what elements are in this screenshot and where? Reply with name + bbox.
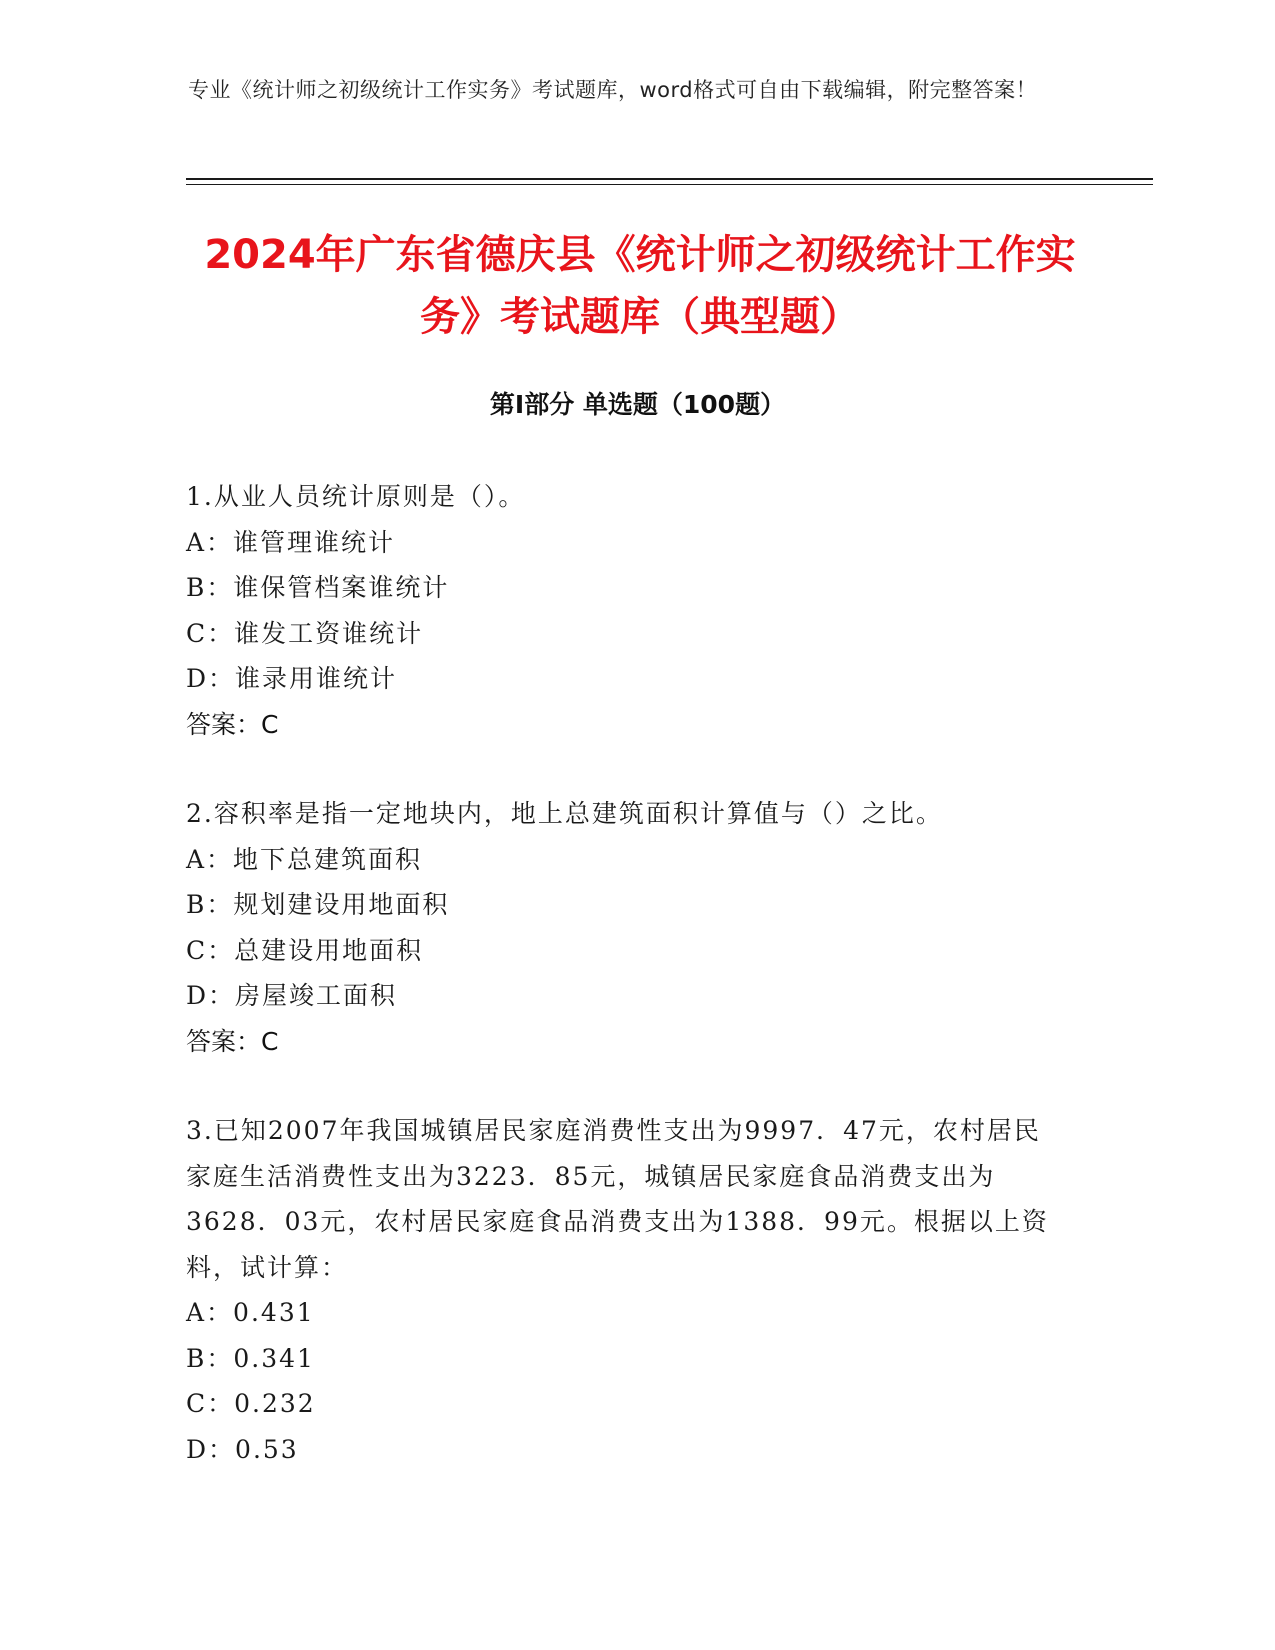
question-1 [186,474,1086,747]
header-note: 专业《统计师之初级统计工作实务》考试题库，word格式可自由下载编辑，附完整答案！ [188,78,1038,102]
question-stem: 3.已知2007年我国城镇居民家庭消费性支出为9997．47元，农村居民家庭生活消费性支出为3223．85元，城镇居民家庭食品消费支出为3628．03元，农村居民家庭食品消费支出为1388．99元。根据以上资料，试计算： [186,1116,1049,1282]
option-c: C：谁发工资谁统计 [186,618,424,648]
option-c: C：0.232 [186,1389,316,1418]
question-list [186,474,1086,1516]
document-title: 2024年广东省德庆县《统计师之初级统计工作实务》考试题库（典型题） [204,232,1076,340]
question-3 [186,1108,1086,1472]
header-divider-thin [186,184,1153,185]
section-heading: 第Ⅰ部分 单选题（100题） [489,390,786,419]
question-stem: 2.容积率是指一定地块内，地上总建筑面积计算值与（）之比。 [186,799,943,828]
header-divider-thick [186,178,1153,180]
option-d: D：0.53 [186,1434,299,1464]
option-a: A：0.431 [186,1298,315,1327]
question-2 [186,791,1086,1064]
option-d: D：房屋竣工面积 [186,981,398,1010]
answer: 答案：C [186,1026,279,1056]
option-a: A：谁管理谁统计 [186,527,396,557]
option-d: D：谁录用谁统计 [186,664,398,693]
answer: 答案：C [186,709,279,739]
option-b: B：谁保管档案谁统计 [186,573,450,602]
option-b: B：规划建设用地面积 [186,890,450,919]
question-stem: 1.从业人员统计原则是（）。 [186,482,526,511]
option-b: B：0.341 [186,1343,315,1373]
option-c: C：总建设用地面积 [186,935,424,965]
option-a: A：地下总建筑面积 [186,844,423,874]
